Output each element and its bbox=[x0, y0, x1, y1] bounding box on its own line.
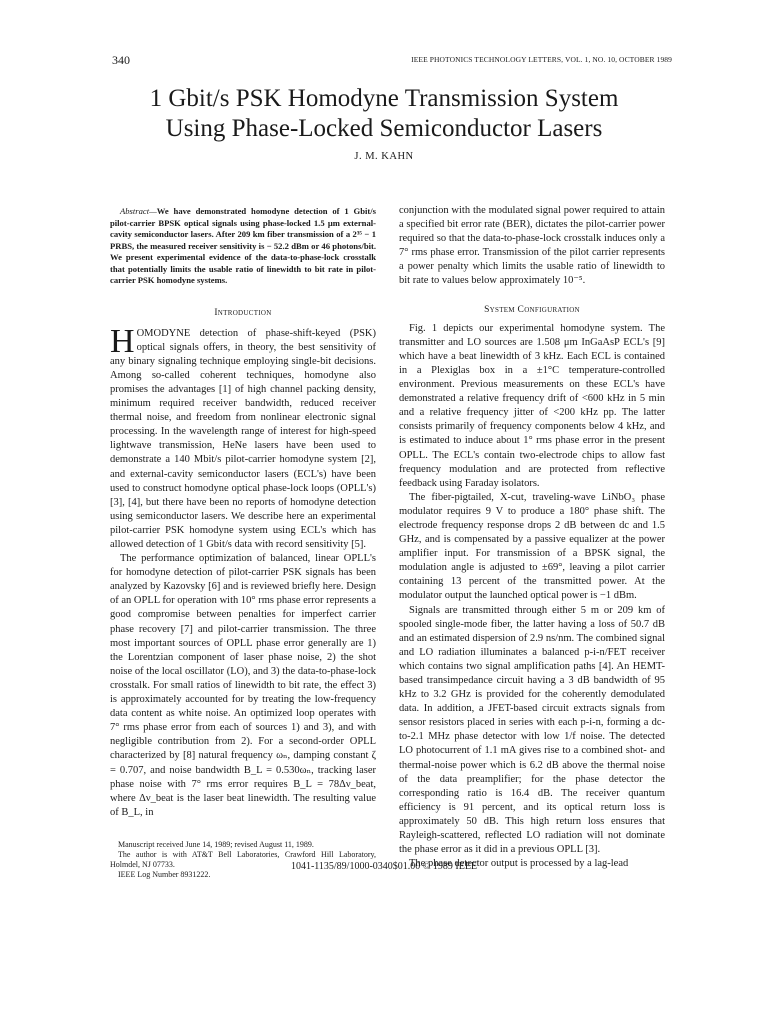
abstract bbox=[110, 206, 376, 287]
introduction-heading: Introduction bbox=[214, 307, 272, 318]
journal-header: IEEE PHOTONICS TECHNOLOGY LETTERS, VOL. 1, NO. 10, OCTOBER 1989 bbox=[411, 55, 672, 64]
dropcap-letter: H bbox=[110, 322, 135, 360]
paper-title bbox=[0, 84, 768, 144]
left-column bbox=[110, 204, 376, 880]
continuation-paragraph: conjunction with the modulated signal power required to attain a specified bit error rate (BER), dictates the pilot-carrier power required so that the data-to-phase-lock crosstalk induces only a 7° rms phase error. Transmission of the pilot carrier represents a power penalty which limits the usable ratio of linewidth to bit rate to values below approximately 10⁻⁵. bbox=[399, 205, 665, 287]
footnote-log-number: IEEE Log Number 8931222. bbox=[118, 869, 211, 879]
footnote-affiliation: The author is with AT&T Bell Laboratories, Crawford Hill Laboratory, Holmdel, NJ 07733. bbox=[110, 849, 376, 869]
page-number: 340 bbox=[112, 53, 130, 67]
right-column bbox=[399, 204, 665, 871]
system-paragraph-4: The phase detector output is processed by a lag-lead bbox=[409, 858, 629, 870]
abstract-label: Abstract— bbox=[120, 206, 157, 216]
abstract-text: We have demonstrated homodyne detection of 1 Gbit/s pilot-carrier BPSK optical signals using phase-locked 1.5 μm external-cavity semiconductor lasers. After 209 km fiber transmission of a 2³⁵ − 1 PRBS, the measured receiver sensitivity is − 52.2 dBm or 46 photons/bit. We present experimental evidence of the data-to-phase-lock crosstalk that potentially limits the usable ratio of linewidth to bit rate in pilot-carrier PSK homodyne systems. bbox=[110, 206, 376, 285]
title-line-2: Using Phase-Locked Semiconductor Lasers bbox=[165, 115, 603, 142]
system-paragraph-3: Signals are transmitted through either 5 m or 209 km of spooled single-mode fiber, the latter having a loss of 50.7 dB and an estimated dispersion of 2.9 ns/nm. The combined signal and LO radiation illuminates a balanced p-i-n/FET receiver which contains two signal amplification paths [4]. An HEMT-based transimpedance circuit having a 3 dB bandwidth of 95 kHz to 3.2 GHz is provided for the coherently demodulated data. In addition, a JFET-based circuit extracts signals from sensor resistors placed in series with each p-i-n, forming a dc-to-2.1 MHz phase detector with low 1/f noise. The detected LO photocurrent of 1.1 mA gives rise to a combined shot- and thermal-noise power which is 6.2 dB above the thermal noise of the data preamplifier; for the phase detector the corresponding ratio is 16.4 dB. The receiver quantum efficiency is 91 percent, and its optical return loss is approximately 50 dB. This high return loss ensures that Rayleigh-scattered, reflected LO radiation will not dominate the phase error as it did in a previous OPLL [3]. bbox=[399, 604, 665, 856]
system-paragraph-1: Fig. 1 depicts our experimental homodyne system. The transmitter and LO sources are 1.508 μm InGaAsP ECL's [9] which have a beat linewidth of 3 kHz. Each ECL is contained in a Plexiglas box in a ±1°C temperature-controlled environment. Previous measurements on these ECL's have demonstrated a relative frequency drift of <600 kHz in 5 min and a relative frequency jitter of <200 kHz pp. The latter consists primarily of frequency components below 4 kHz, and is estimated to induce about 1° rms phase error in the present OPLL. The ECL's contain two-electrode chips to allow fast frequency modulation and are protected from reflective feedback using Faraday isolators. bbox=[399, 322, 665, 489]
introduction-paragraph-1-text: OMODYNE detection of phase-shift-keyed (PSK) optical signals offers, in theory, the best sensitivity of any binary signaling technique employing single-bit decisions. Among so-called coherent techniques, homodyne also promises the advantages [1] of high channel packing density, minimum required receiver bandwidth, reduced receiver thermal noise, and freedom from nonlinear electronic signal processing. In the wavelength range of interest for high-speed lightwave transmission, HeNe lasers have been used to demonstrate a 140 Mbit/s pilot-carrier homodyne system [2], and external-cavity semiconductor lasers (ECL's) have been used to construct homodyne optical phase-lock loops (OPLL's) [3], [4], but there have been no reports of homodyne detection using semiconductor lasers. We describe here an experimental pilot-carrier PSK homodyne system using ECL's which has allowed detection of 1 Gbit/s data with record sensitivity [5]. bbox=[110, 327, 376, 550]
author-name: J. M. KAHN bbox=[354, 151, 414, 162]
introduction-paragraph-2: The performance optimization of balanced, linear OPLL's for homodyne detection of pilot-carrier PSK signals has been analyzed by Kazovsky [6] and is reviewed briefly here. Design of an OPLL for operation with 10° rms phase error represents a good compromise between penalties for imperfect carrier phase recovery [7] and pilot-carrier transmission. The three most important sources of OPLL phase error generally are 1) the Lorentzian component of laser phase noise, 2) the shot noise of the local oscillator (LO), and 3) the data-to-phase-lock crosstalk. For small ratios of linewidth to bit rate, the effect 3) is approximately accounted for by treating the low-frequency data content as white noise. An optimized loop operates with 7° rms phase error from each of sources 1) and 3), and with negligible contribution from 2). For a second-order OPLL characterized by [8] natural frequency ωₙ, damping constant ζ = 0.707, and noise bandwidth B_L = 0.530ωₙ, tracking laser phase noise with 7° rms error requires B_L = 78Δν_beat, where Δν_beat is the laser beat linewidth. The resulting value of B_L, in bbox=[110, 553, 376, 818]
introduction-paragraph-1 bbox=[110, 322, 376, 553]
system-configuration-heading: System Configuration bbox=[484, 304, 580, 315]
footnote-received: Manuscript received June 14, 1989; revised August 11, 1989. bbox=[118, 839, 314, 849]
footnotes bbox=[110, 840, 376, 880]
title-line-1: 1 Gbit/s PSK Homodyne Transmission System bbox=[149, 85, 619, 112]
copyright-line: 1041-1135/89/1000-0340$01.00 © 1989 IEEE bbox=[290, 861, 478, 872]
system-paragraph-2: The fiber-pigtailed, X-cut, traveling-wave LiNbO₃ phase modulator requires 9 V to produce a 180° phase shift. The electrode frequency response drops 2 dB between dc and 1.5 GHz, and is compensated by a passive equalizer at the power amplifier input. For transmission of a BPSK signal, the modulation angle is adjusted to ±69°, leaving a pilot carrier containing 13 percent of the transmitted power. At the modulator output the launched optical power is −1 dBm. bbox=[399, 491, 665, 602]
